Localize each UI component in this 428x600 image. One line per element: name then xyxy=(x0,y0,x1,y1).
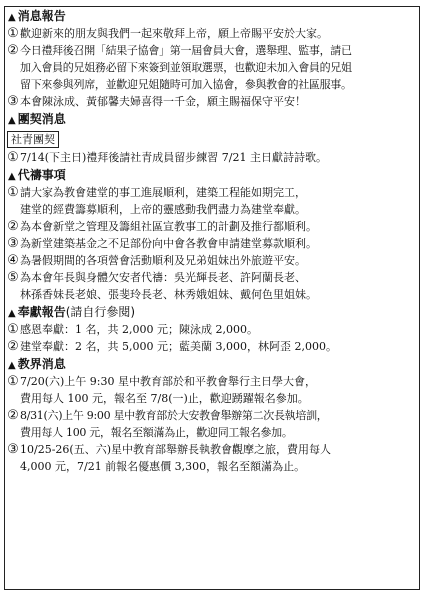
item-text: 為暑假期間的各項營會活動順利及兄弟姐妹出外旅遊平安。 xyxy=(20,254,306,267)
item-number: ② xyxy=(7,339,19,354)
item-text: 感恩奉獻：1 名，共 2,000 元；陳泳成 2,000。 xyxy=(20,323,258,336)
item-text: 建堂的經費籌募順利，上帝的靈感動我們盡力為建堂奉獻。 xyxy=(20,203,306,216)
item-text: 留下來參與列席，並歡迎兄姐隨時可加入協會，參與教會的社區服事。 xyxy=(20,78,352,91)
list-item xyxy=(5,407,419,441)
item-text: 為本會年長與身體欠安者代禱：吳光輝長老、許阿蘭長老、 xyxy=(20,271,306,284)
item-text: 請大家為教會建堂的事工進展順利，建築工程能如期完工， xyxy=(20,186,306,199)
item-number: ② xyxy=(7,43,19,58)
item-number: ⑤ xyxy=(7,270,19,285)
item-number: ① xyxy=(7,150,19,165)
section-prayer xyxy=(5,166,419,303)
item-number: ② xyxy=(7,408,19,423)
section-title: ▲ 教界消息 xyxy=(8,357,66,371)
item-number: ① xyxy=(7,185,19,200)
item-text: 7/14(下主日)禮拜後請社青成員留步練習 7/21 主日獻詩詩歌。 xyxy=(20,151,327,164)
item-number: ① xyxy=(7,374,19,389)
list-item xyxy=(5,218,419,235)
section-title: ▲ 團契消息 xyxy=(8,112,66,126)
section-title: ▲ 消息報告 xyxy=(8,9,66,23)
item-text: 為新堂建築基金之不足部份向中會各教會申請建堂募款順利。 xyxy=(20,237,317,250)
item-number: ③ xyxy=(7,236,19,251)
item-text: 加入會員的兄姐務必留下來簽到並領取選票，也歡迎未加入會員的兄姐 xyxy=(20,61,352,74)
item-text: 費用每人 100 元，報名至 7/8(一)止，歡迎踴躍報名參加。 xyxy=(20,392,309,405)
list-item xyxy=(5,149,419,166)
list-item xyxy=(5,441,419,475)
triangle-icon: ▲ xyxy=(8,360,16,371)
list-item xyxy=(5,93,419,110)
item-number: ④ xyxy=(7,253,19,268)
list-item xyxy=(5,373,419,407)
item-number: ① xyxy=(7,26,19,41)
bulletin-page xyxy=(4,6,420,590)
list-item xyxy=(5,235,419,252)
list-item xyxy=(5,321,419,338)
section-offering xyxy=(5,303,419,355)
item-number: ① xyxy=(7,322,19,337)
item-number: ② xyxy=(7,219,19,234)
triangle-icon: ▲ xyxy=(8,115,16,126)
item-text: 林孫香妹長老娘、張斐玲長老、林秀娥姐妹、戴何色里姐妹。 xyxy=(20,288,317,301)
item-text: 歡迎新來的朋友與我們一起來敬拜上帝，願上帝賜平安於大家。 xyxy=(20,27,328,40)
list-item xyxy=(5,42,419,93)
list-item xyxy=(5,25,419,42)
fellowship-name: 社青團契 xyxy=(7,131,59,148)
item-text: 今日禮拜後召開「結果子協會」第一屆會員大會，選舉理、監事，請已 xyxy=(20,44,352,57)
section-fellowship xyxy=(5,110,419,166)
triangle-icon: ▲ xyxy=(8,308,16,319)
item-text: 為本會新堂之管理及籌組社區宣教事工的計劃及推行都順利。 xyxy=(20,220,317,233)
section-title: ▲ 奉獻報告(請自行參閱) xyxy=(8,305,136,319)
item-number: ③ xyxy=(7,442,19,457)
item-number: ③ xyxy=(7,94,19,109)
section-church-news xyxy=(5,355,419,475)
section-news xyxy=(5,7,419,110)
item-text: 7/20(六)上午 9:30 星中教育部於和平教會舉行主日學大會， xyxy=(20,375,316,388)
list-item xyxy=(5,269,419,303)
triangle-icon: ▲ xyxy=(8,12,16,23)
list-item xyxy=(5,184,419,218)
list-item xyxy=(5,338,419,355)
triangle-icon: ▲ xyxy=(8,171,16,182)
item-text: 4,000 元，7/21 前報名優惠價 3,300，報名至額滿為止。 xyxy=(20,460,306,473)
section-title: ▲ 代禱事項 xyxy=(8,168,66,182)
item-text: 10/25-26(五、六)星中教育部舉辦長執教會觀摩之旅，費用每人 xyxy=(20,443,331,456)
list-item xyxy=(5,252,419,269)
item-text: 費用每人 100 元，報名至額滿為止，歡迎同工報名參加。 xyxy=(20,426,293,439)
item-text: 本會陳泳成、黃郁馨夫婦喜得一千金，願主賜福保守平安！ xyxy=(20,95,306,108)
item-text: 8/31(六)上午 9:00 星中教育部於大安教會舉辦第二次長執培訓， xyxy=(20,409,328,422)
item-text: 建堂奉獻：2 名，共 5,000 元；藍美蘭 3,000，林阿歪 2,000。 xyxy=(20,340,337,353)
